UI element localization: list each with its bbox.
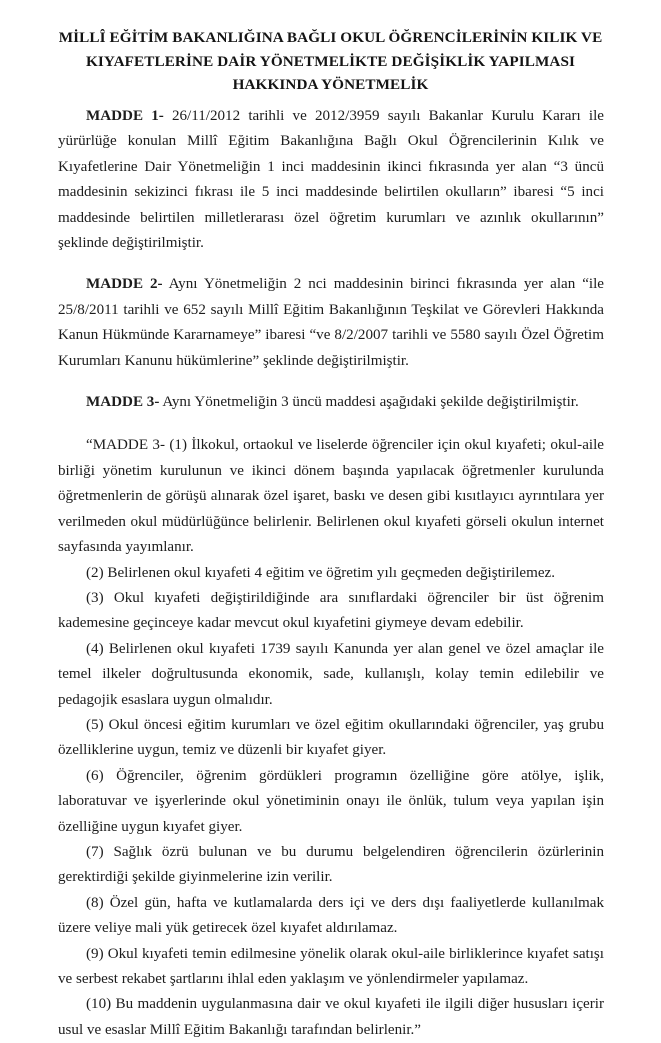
article-paragraph-madde-1	[58, 104, 604, 256]
quoted-clause-9: (9) Okul kıyafeti temin edilmesine yönelik olarak okul-aile birliklerince kıyafet satışı ve serbest rekabet şartlarını ihlal eden yaklaşım ve yönlendirmeler yapılamaz.	[58, 945, 604, 987]
article-label-madde-2: MADDE 2-	[86, 276, 163, 293]
document-body	[58, 104, 604, 1043]
title-line-1: MİLLÎ EĞİTİM BAKANLIĞINA BAĞLI OKUL ÖĞRENCİLERİNİN KILIK VE	[58, 29, 603, 46]
article-paragraph-madde-3	[58, 390, 604, 415]
article-label-madde-1: MADDE 1-	[86, 108, 164, 124]
title-line-2: KIYAFETLERİNE DAİR YÖNETMELİKTE DEĞİŞİKLİK YAPILMASI	[85, 52, 576, 70]
quoted-clause-4: (4) Belirlenen okul kıyafeti 1739 sayılı Kanunda yer alan genel ve özel amaçlar ile temel ilkeler doğrultusunda ekonomik, sade, kullanışlı, kolay temin edilebilir ve pedagojik esaslara uygun olmalıdır.	[58, 640, 604, 708]
quoted-clause-6: (6) Öğrenciler, öğrenim gördükleri programın özelliğine göre atölye, işlik, laboratuvar ve işyerlerinde okul yönetiminin onayı ile önlük, tulum veya yapılan işin özelliğine uygun kıyafet giyer.	[58, 767, 604, 835]
article-label-madde-3: MADDE 3-	[86, 394, 160, 411]
quoted-clause-10: (10) Bu maddenin uygulanmasına dair ve okul kıyafeti ile ilgili diğer hususları içerir usul ve esaslar Millî Eğitim Bakanlığı tarafından belirlenir.”	[58, 996, 604, 1038]
page-title	[58, 26, 603, 97]
quoted-clause-8: (8) Özel gün, hafta ve kutlamalarda ders içi ve ders dışı faaliyetlerde kullanılmak üzere veliye mali yük getirecek özel kıyafet aldırılamaz.	[58, 894, 604, 937]
quoted-clause-1: “MADDE 3- (1) İlkokul, ortaokul ve liselerde öğrenciler için okul kıyafeti; okul-aile birliği yönetim kurulunun ve ikinci dönem başında yapılacak öğretmenler kurulunda öğretmenlerin de görüşü alınarak özel işaret, baskı ve desen gibi kısıtlayıcı ayrıntılara yer verilmeden okul müdürlüğünce belirlenir. Belirlenen okul kıyafeti görseli okulun internet sayfasında yayımlanır.	[58, 437, 604, 556]
quoted-clause-7: (7) Sağlık özrü bulunan ve bu durumu belgelendiren öğrencilerin özürlerinin gerektirdiği şekilde giyinmelerine izin verilir.	[58, 843, 604, 886]
article-paragraph-madde-2	[58, 272, 604, 374]
article-text-madde-1: 26/11/2012 tarihli ve 2012/3959 sayılı Bakanlar Kurulu Kararı ile yürürlüğe konulan Millî Eğitim Bakanlığına Bağlı Okul Öğrencilerinin Kılık ve Kıyafetlerine Dair Yönetmeliğin 1 inci maddesinin ikinci fıkrasında yer alan “3 üncü maddesinin sekizinci fıkrası ile 5 inci maddesinde belirtilen okulların” ibaresi “5 inci maddesinde belirtilen milletlerarası özel öğretim kurumları ve azınlık okullarının” şeklinde değiştirilmiştir.	[58, 108, 604, 252]
title-line-3: HAKKINDA YÖNETMELİK	[232, 76, 429, 93]
quoted-clause-3: (3) Okul kıyafeti değiştirildiğinde ara sınıflardaki öğrenciler bir üst öğrenim kademesine geçinceye kadar mevcut okul kıyafetini giymeye devam edebilir.	[58, 589, 604, 632]
quoted-clause-2: (2) Belirlenen okul kıyafeti 4 eğitim ve öğretim yılı geçmeden değiştirilemez.	[86, 564, 556, 581]
article-text-madde-3: Aynı Yönetmeliğin 3 üncü maddesi aşağıdaki şekilde değiştirilmiştir.	[159, 394, 579, 411]
quoted-clause-5: (5) Okul öncesi eğitim kurumları ve özel eğitim okullarındaki öğrenciler, yaş grubu özelliklerine uygun, temiz ve düzenli bir kıyafet giyer.	[58, 716, 604, 759]
article-text-madde-2: Aynı Yönetmeliğin 2 nci maddesinin birinci fıkrasında yer alan “ile 25/8/2011 tarihli ve 652 sayılı Millî Eğitim Bakanlığının Teşkilat ve Görevleri Hakkında Kanun Hükmünde Kararnameye” ibaresi “ve 8/2/2007 tarihli ve 5580 sayılı Özel Öğretim Kurumları Kanunu hükümlerine” şeklinde değiştirilmiştir.	[58, 276, 604, 369]
